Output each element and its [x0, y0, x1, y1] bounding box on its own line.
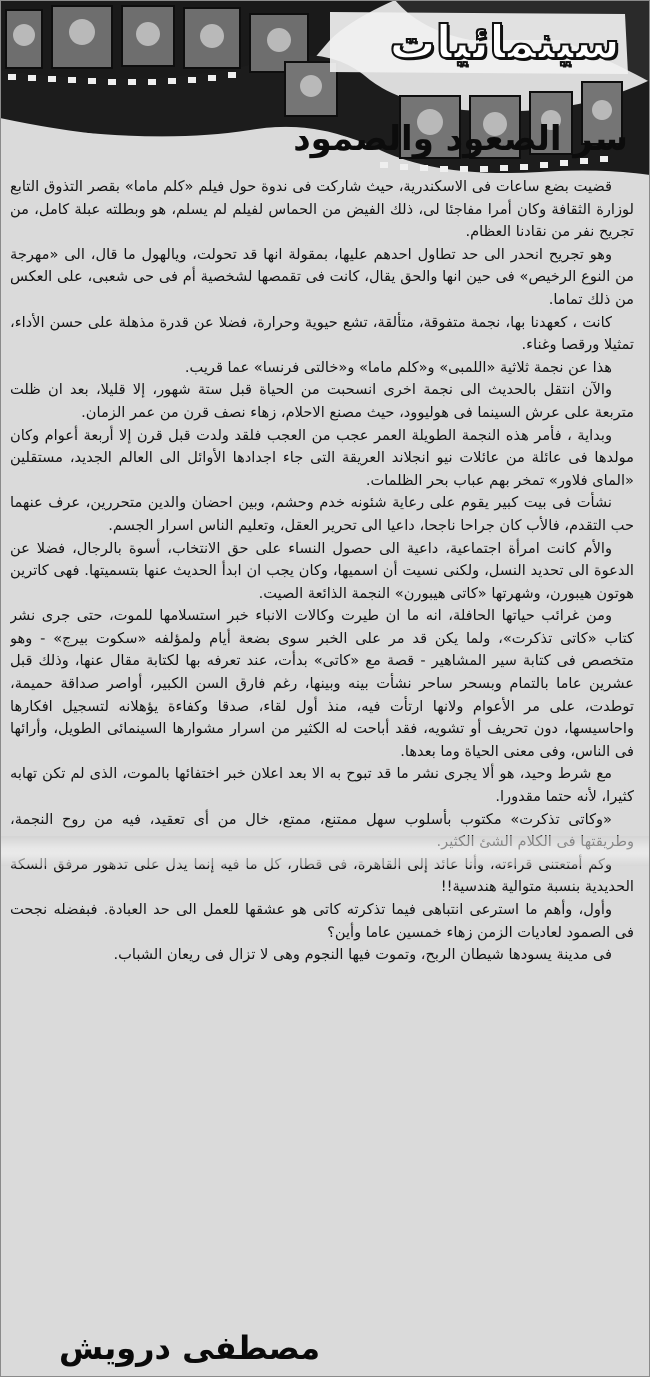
- paragraph: هذا عن نجمة ثلاثية «اللمبى» و«كلم ماما» و«خالتى فرنسا» عما قريب.: [184, 358, 612, 376]
- paragraph: وهو تجريح انحدر الى حد تطاول احدهم عليها، بمقولة انها قد تحولت، ويالهول ما قال، الى «مهرجة من النوع الرخيص» فى حين انها والحق يقال، كانت فى تقمصها لشخصية أم فى حى شعبى، على العكس من ذلك تماما.: [10, 245, 634, 308]
- paragraph: قضيت بضع ساعات فى الاسكندرية، حيث شاركت فى ندوة حول فيلم «كلم ماما» بقصر التذوق التابع لوزارة الثقافة وكان أمرا مفاجئا لى، ذلك الفيض من الحماس لفيلم لم يسلم، هو وبطلته عبلة كامل، من تجريح نفر من نقادنا العظام.: [10, 178, 634, 241]
- author-signature: مصطفى درويش: [58, 1329, 320, 1367]
- paragraph: والآن انتقل بالحديث الى نجمة اخرى انسحبت من الحياة قبل ستة شهور، إلا قليلا، بعد ان ظلت متربعة على عرش السينما فى هوليوود، حيث مصنع الاحلام، زهاء نصف قرن من عمر الزمان.: [10, 381, 634, 421]
- section-title: سينمائيات: [389, 15, 620, 69]
- article-body: [10, 176, 634, 1336]
- paragraph: فى مدينة يسودها شيطان الربح، وتموت فيها النجوم وهى لا تزال فى ريعان الشباب.: [113, 946, 612, 964]
- paper-fold: [0, 836, 650, 866]
- paragraph: والأم كانت امرأة اجتماعية، داعية الى حصول النساء على حق الانتخاب، أسوة بالرجال، فضلا عن الدعوة الى تحديد النسل، ولكنى نسيت أن اسميها، وكان يجب ان ابدأ الحديث عنها بتسميتها. فهى كاترين هوتون هيبورن، وشهرتها «كاتى هيبورن» النجمة الذائعة الصيت.: [10, 539, 634, 602]
- paragraph: مع شرط وحيد، هو ألا يجرى نشر ما قد تبوح به الا بعد اعلان خبر اختفائها بالموت، الذى لم تكن تهابه كثيرا، لأنه حتما مقدورا.: [10, 765, 634, 806]
- paragraph: وبداية ، فأمر هذه النجمة الطويلة العمر عجب من العجب فلقد ولدت قبل قرن إلا أربعة أعوام وكان مولدها فى عائلة من عائلات نيو انجلاند العريقة التى جاء اجدادها الأوائل الى العالم الجديد، مستقلين «الماى فلاور» تمخر بهم عباب بحر الظلمات.: [10, 426, 634, 489]
- paragraph: ومن غرائب حياتها الحافلة، انه ما ان طيرت وكالات الانباء خبر استسلامها للموت، حتى جرى نشر كتاب «كاتى تذكرت»، ولما يكن قد مر على الخبر سوى بضعة أيام ولمؤلفه «سكوت بيرج» - وهو متخصص فى كتابة سير المشاهير - قصة مع «كاتى» بدأت، عند تعرفه بها لكتابة مقال عنها، وذلك قبل عشرين عاما بالتمام وبسحر ساحر نشأت بينه وبينها، رغم فارق السن الكبير، أواصر صداقة حميمة، توطدت، على مر الأعوام ولانها ارتأت فيه، منذ أول لقاء، صدقا وكفاءة يؤهلانه لتسجيل افكارها واحاسيسها، دون تحريف أو تشويه، فقد أباحت له الكثير من اسرار مشوارها السينمائى الطويل، وأرائها فى الناس، وفى معنى الحياة وما بعدها.: [10, 607, 634, 760]
- paragraph: نشأت فى بيت كبير يقوم على رعاية شئونه خدم وحشم، وبين احضان والدين متحررين، عرف عنهما حب التقدم، فالأب كان جراحا ناجحا، داعيا الى تحرير العقل، وتعليم الناس اسرار الجسم.: [10, 494, 634, 534]
- paragraph: «وكاتى تذكرت» مكتوب بأسلوب سهل ممتنع، ممتع، خال من أى تعقيد، فيه من روح النجمة،: [10, 810, 612, 828]
- paragraph: الحديدية بنسبة متوالية هندسية!!: [440, 878, 634, 896]
- header-film-strip: [0, 0, 650, 178]
- paragraph: وأول، وأهم ما استرعى انتباهى فيما تذكرته كاتى هو عشقها للعمل الى حد العبادة. فبفضله نجحت فى الصمود لعاديات الزمن زهاء خمسين عاما وأين؟: [10, 901, 634, 941]
- headline: سر الصعود والصمود: [293, 119, 628, 159]
- paragraph: كانت ، كعهدنا بها، نجمة متفوقة، متألقة، تشع حيوية وحرارة، فضلا عن قدرة مذهلة على حسن الأداء، تمثيلا ورقصا وغناء.: [10, 313, 634, 354]
